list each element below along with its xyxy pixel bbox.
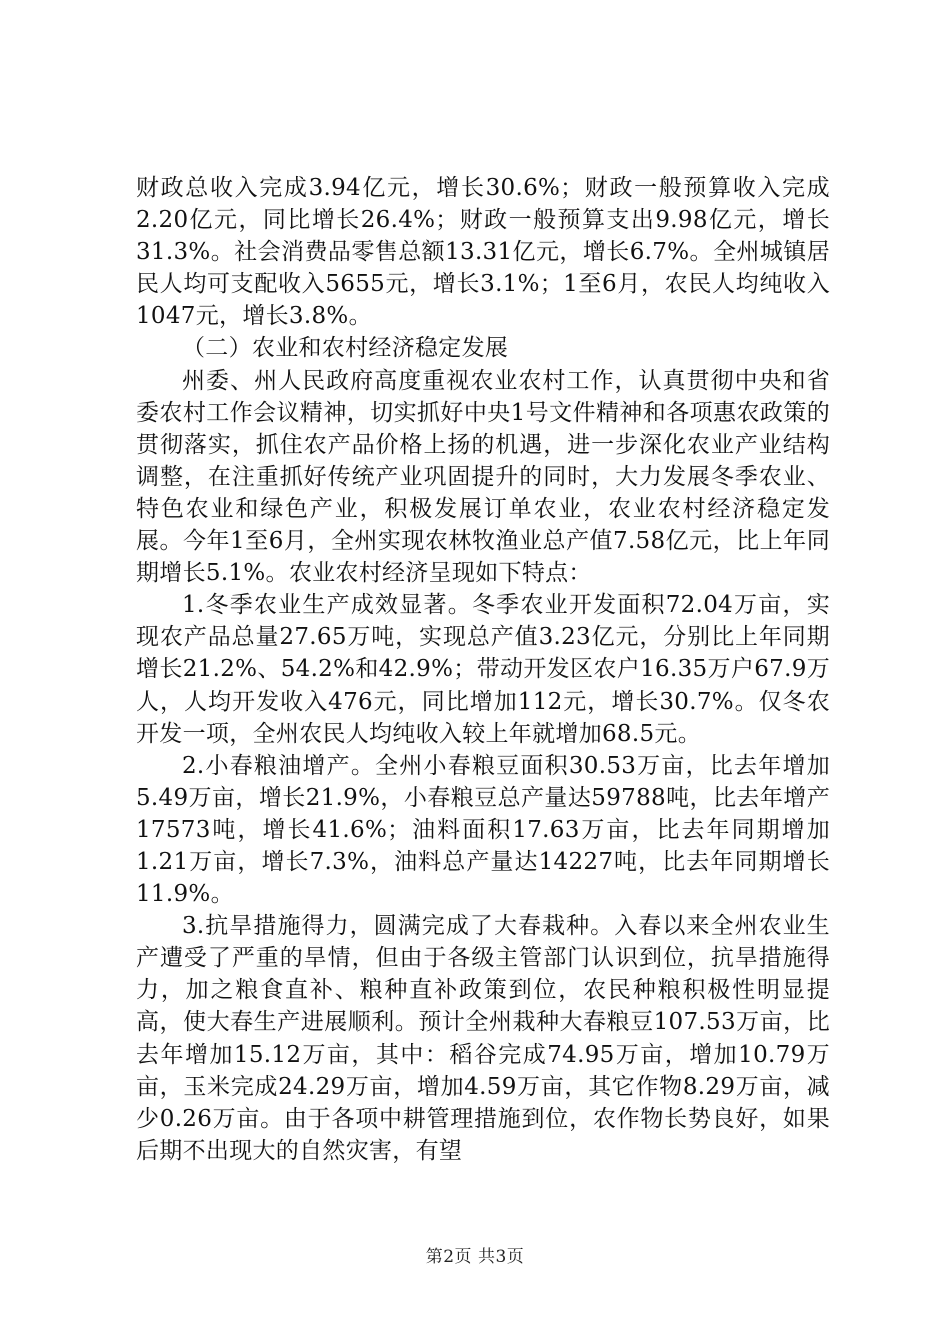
page-footer: 第2页 共3页 bbox=[425, 1247, 525, 1267]
paragraph-winter-agriculture: 1.冬季农业生产成效显著。冬季农业开发面积72.04万亩，实现农产品总量27.65万吨，实现总产值3.23亿元，分别比上年同期增长21.2%、54.2%和42.9%；带动开发区农户16.35万户67.9万人，人均开发收入476元，同比增加112元，增长30.7%。仅冬农开发一项，全州农民人均纯收入较上年就增加68.5元。 bbox=[136, 592, 830, 747]
paragraph-agriculture-overview: 州委、州人民政府高度重视农业农村工作，认真贯彻中央和省委农村工作会议精神，切实抓好中央1号文件精神和各项惠农政策的贯彻落实，抓住农产品价格上扬的机遇，进一步深化农业产业结构调整，在注重抓好传统产业巩固提升的同时，大力发展冬季农业、特色农业和绿色产业，积极发展订单农业，农业农村经济稳定发展。今年1至6月，全州实现农林牧渔业总产值7.58亿元，比上年同期增长5.1%。农业农村经济呈现如下特点： bbox=[136, 367, 830, 587]
paragraph-spring-grain-oil: 2.小春粮油增产。全州小春粮豆面积30.53万亩，比去年增加5.49万亩，增长21.9%，小春粮豆总产量达59788吨，比去年增产17573吨，增长41.6%；油料面积17.63万亩，比去年同期增加1.21万亩，增长7.3%，油料总产量达14227吨，比去年同期增长11.9%。 bbox=[136, 752, 830, 908]
paragraph-fiscal-summary: 财政总收入完成3.94亿元，增长30.6%；财政一般预算收入完成2.20亿元，同比增长26.4%；财政一般预算支出9.98亿元，增长31.3%。社会消费品零售总额13.31亿元，增长6.7%。全州城镇居民人均可支配收入5655元，增长3.1%；1至6月，农民人均纯收入1047元，增长3.8%。 bbox=[136, 175, 830, 330]
paragraph-drought-response: 3.抗旱措施得力，圆满完成了大春栽种。入春以来全州农业生产遭受了严重的旱情，但由于各级主管部门认识到位，抗旱措施得力，加之粮食直补、粮种直补政策到位，农民种粮积极性明显提高，使大春生产进展顺利。预计全州栽种大春粮豆107.53万亩，比去年增加15.12万亩，其中：稻谷完成74.95万亩，增加10.79万亩，玉米完成24.29万亩，增加4.59万亩，其它作物8.29万亩，减少0.26万亩。由于各项中耕管理措施到位，农作物长势良好，如果后期不出现大的自然灾害，有望 bbox=[136, 913, 830, 1164]
section-heading-agriculture: （二）农业和农村经济稳定发展 bbox=[182, 335, 509, 362]
document-body bbox=[136, 172, 830, 1167]
